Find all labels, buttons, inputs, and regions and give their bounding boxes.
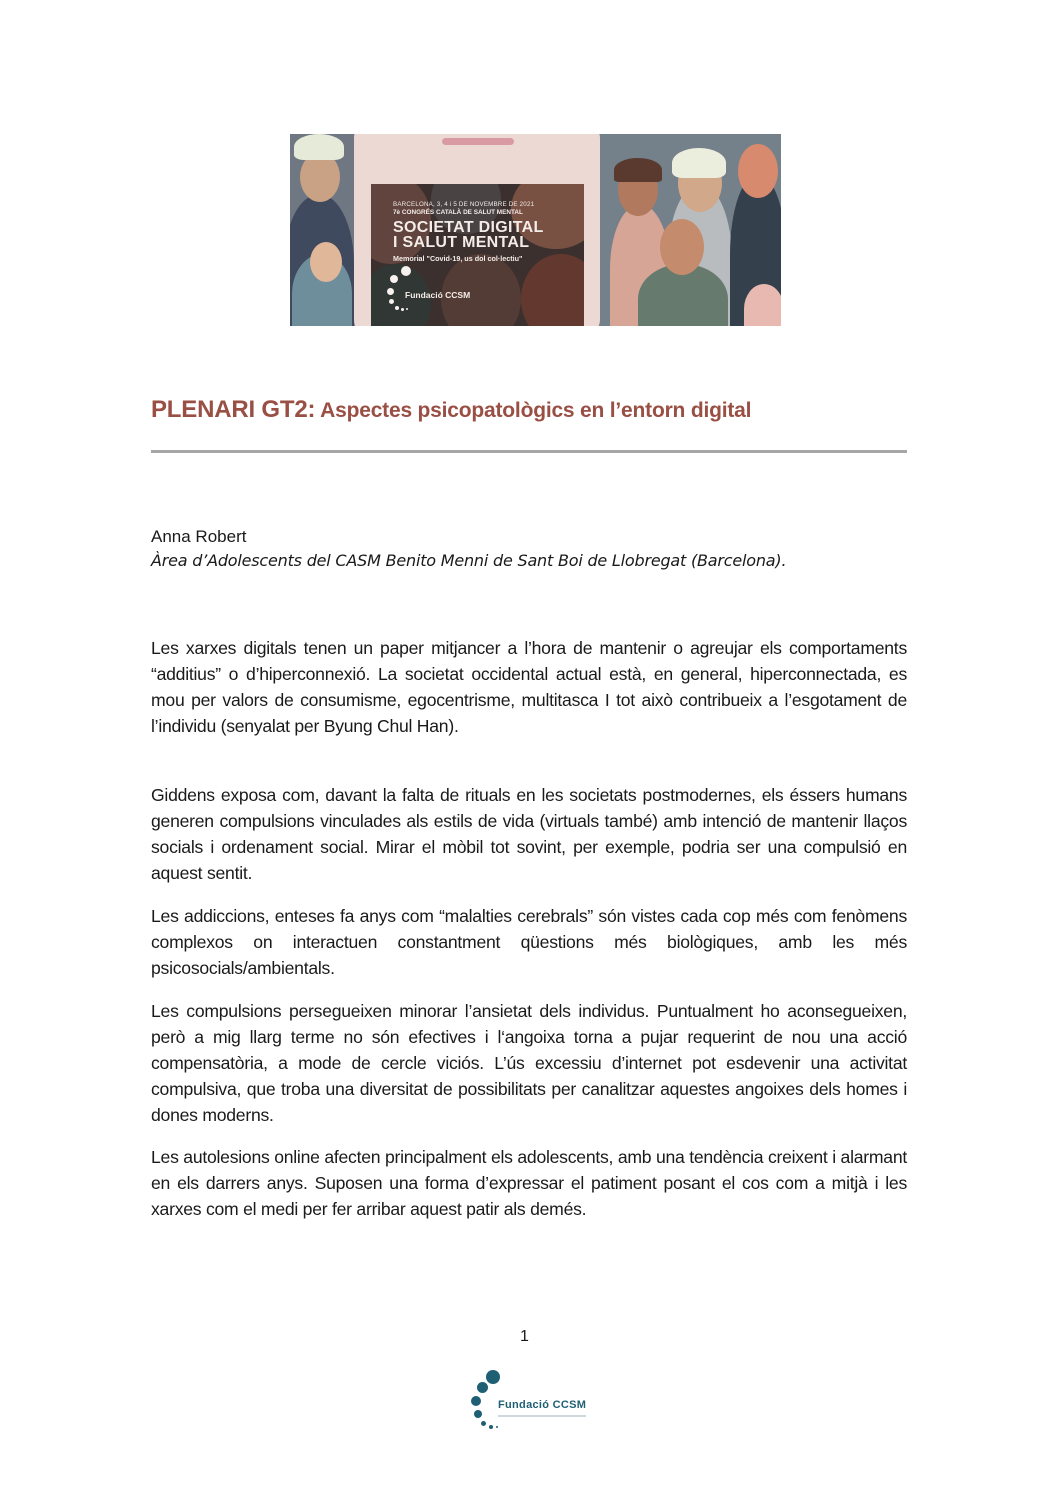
footer-logo-text: Fundació CCSM [498,1399,587,1411]
logo-dot-icon [401,266,411,276]
illustration-face [310,242,342,282]
poster-subtitle: Memorial "Covid-19, us dol col·lectiu" [393,254,523,263]
fundacio-ccsm-logo [468,1370,598,1434]
page-number: 1 [520,1328,529,1345]
body-paragraph: Giddens exposa com, davant la falta de rituals en les societats postmodernes, els éssers humans generen compulsions vinculades als estils de vida (virtuals també) amb intenció de mantenir llaços socials i ordenament social. Mirar el mòbil tot sovint, per exemple, podria ser una compulsió en aquest sentit. [151,784,907,883]
logo-dot-icon [387,288,394,295]
title-divider [151,450,907,453]
author-name: Anna Robert [151,527,247,546]
illustration-hair [294,134,344,160]
illustration-hair [672,148,726,178]
illustration-person [744,284,781,326]
poster-headline [393,220,544,250]
illustration-hair [614,158,662,182]
logo-dot-icon [401,308,404,311]
footer-logo-tagline [498,1415,586,1417]
logo-dot-icon [389,299,394,304]
illustration-face [660,219,704,275]
poster-shape [521,254,584,326]
logo-dot-icon [390,275,398,283]
logo-dot-icon [496,1426,498,1428]
congress-banner-image [290,134,781,326]
poster-headline-line-1: SOCIETAT DIGITAL [393,219,544,236]
body-paragraph: Les autolesions online afecten principalment els adolescents, amb una tendència creixent i alarmant en els darrers anys. Suposen una forma d’expressar el patiment posant el cos com a mitjà i les xarxes com el medi per fer arribar aquest patir als demés. [151,1146,907,1219]
logo-dot-icon [474,1410,482,1418]
poster-congress: 7è CONGRÉS CATALÀ DE SALUT MENTAL [393,209,523,216]
title-subject: Aspectes psicopatològics en l’entorn digital [315,399,752,422]
body-paragraph: Les xarxes digitals tenen un paper mitjancer a l’hora de mantenir o agreujar els comportaments “additius” o d’hiperconnexió. La societat occidental actual està, en general, hiperconnectada, es mou per valors de consumisme, egocentrisme, multitasca I tot això contribueix a l’esgotament de l’individu (senyalat per Byung Chul Han). [151,637,907,736]
logo-dot-icon [481,1421,486,1426]
title-lead: PLENARI GT2: [151,396,316,423]
congress-poster [371,184,584,326]
body-paragraph: Les addiccions, enteses fa anys com “malalties cerebrals” són vistes cada cop més com fenòmens complexos on interactuen constantment qüestions més biològiques, amb les més psicosocials/ambientals. [151,905,907,978]
logo-dot-icon [471,1396,481,1406]
logo-dot-icon [486,1370,500,1384]
logo-dot-icon [477,1382,488,1393]
poster-headline-line-2: I SALUT MENTAL [393,234,530,251]
logo-dot-icon [406,308,408,310]
logo-dot-icon [489,1425,493,1429]
phone-speaker [442,138,514,145]
body-paragraph: Les compulsions persegueixen minorar l’ansietat dels individus. Puntualment ho aconsegueixen, però a mig llarg terme no són efectives i l‘angoixa torna a pujar requerint de nou una acció compensatòria, a mode de cercle viciós. L’ús excessiu d’internet pot esdevenir una activitat compulsiva, que troba una diversitat de possibilitats per canalitzar aquestes angoixes dels homes i dones moderns. [151,1000,907,1125]
logo-dot-icon [395,306,399,310]
poster-logo-text: Fundació CCSM [405,290,471,300]
author-affiliation: Àrea d’Adolescents del CASM Benito Menni de Sant Boi de Llobregat (Barcelona). [151,551,787,570]
illustration-face [738,144,778,198]
page-title [151,396,751,424]
poster-date: BARCELONA, 3, 4 i 5 DE NOVEMBRE DE 2021 [393,201,535,208]
